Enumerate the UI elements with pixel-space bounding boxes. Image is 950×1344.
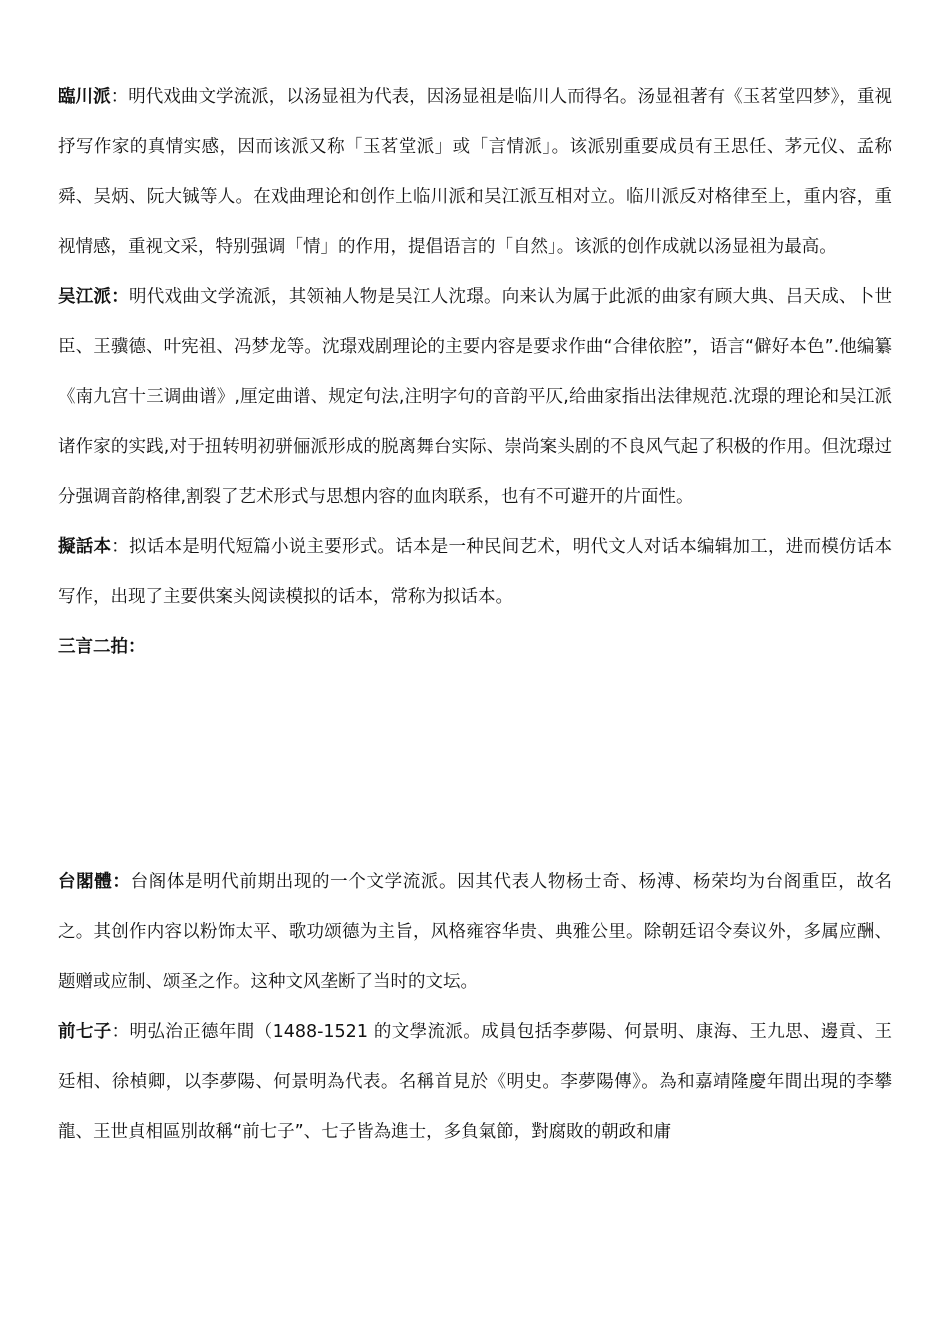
entry-text: 明代戏曲文学流派，以汤显祖为代表，因汤显祖是临川人而得名。汤显祖著有《玉茗堂四梦》，重视抒写作家的真情实感，因而该派又称「玉茗堂派」或「言情派」。该派别重要成员有王思任、茅元仪、孟称舜、吴炳、阮大铖等人。在戏曲理论和创作上临川派和吴江派互相对立。临川派反对格律至上，重内容，重视情感，重视文采，特别强调「情」的作用，提倡语言的「自然」。该派的创作成就以汤显祖为最高。 [58,87,893,257]
entry-term: 三言二拍： [58,637,146,657]
entry-separator: ： [111,537,129,557]
entry-separator: ： [111,1022,130,1042]
entry-text: 明代戏曲文学流派，其领袖人物是吴江人沈璟。向来认为属于此派的曲家有顾大典、吕天成、卜世臣、王骥德、叶宪祖、冯梦龙等。沈璟戏剧理论的主要内容是要求作曲“合律依腔”，语言“僻好本色”.他编纂《南九宫十三调曲谱》,厘定曲谱、规定句法,注明字句的音韵平仄,给曲家指出法律规范.沈璟的理论和吴江派诸作家的实践,对于扭转明初骈俪派形成的脱离舞台实际、崇尚案头剧的不良风气起了积极的作用。但沈璟过分强调音韵格律,割裂了艺术形式与思想内容的血肉联系，也有不可避开的片面性。 [58,287,892,507]
entry-separator: ： [110,87,129,107]
blank-space [58,672,892,857]
entry-term: 吴江派： [58,287,129,307]
entry-wujiang [58,272,892,522]
entry-text: 明弘治正德年間（1488-1521 的文學流派。成員包括李夢陽、何景明、康海、王九思、邊貢、王廷相、徐楨卿，以李夢陽、何景明為代表。名稱首見於《明史。李夢陽傳》。為和嘉靖隆慶年間出現的李攀龍、王世貞相區別故稱“前七子”、七子皆為進士，多負氣節，對腐敗的朝政和庸 [58,1022,893,1142]
entry-linchuan [58,72,892,272]
entry-qianqizi [58,1007,892,1157]
entry-text: 拟话本是明代短篇小说主要形式。话本是一种民间艺术，明代文人对话本编辑加工，进而模仿话本写作，出现了主要供案头阅读模拟的话本，常称为拟话本。 [58,537,892,607]
entry-term: 臨川派 [58,87,111,107]
entry-text: 台阁体是明代前期出现的一个文学流派。因其代表人物杨士奇、杨溥、杨荣均为台阁重臣，故名之。其创作内容以粉饰太平、歌功颂德为主旨，风格雍容华贵、典雅公里。除朝廷诏令奏议外，多属应酬、题赠或应制、颂圣之作。这种文风垄断了当时的文坛。 [58,872,892,992]
entry-term: 擬話本 [58,537,112,557]
entry-nihuaben [58,522,892,622]
document-page [58,72,892,1157]
entry-sanyan-erpai [58,622,892,672]
entry-term: 前七子 [58,1022,112,1042]
entry-taigeti [58,857,892,1007]
entry-term: 台閣體： [58,872,131,892]
